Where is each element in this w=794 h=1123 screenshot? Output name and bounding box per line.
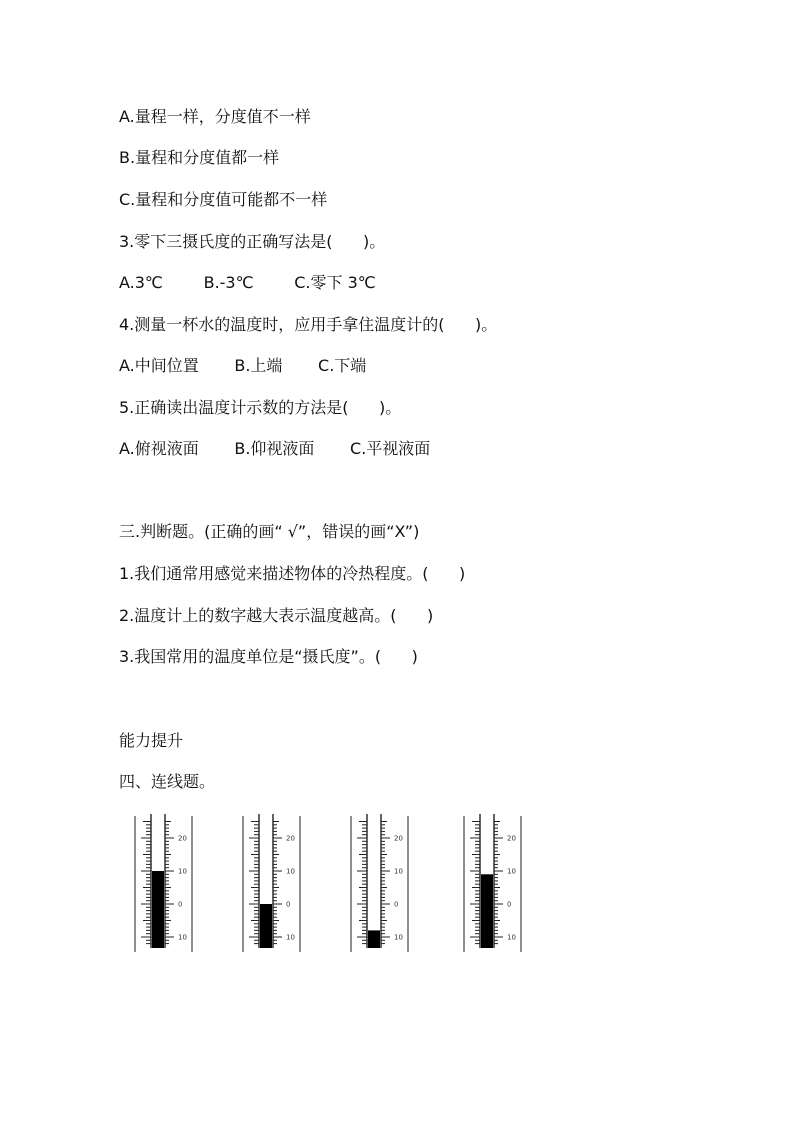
option-text: A.俯视液面 B.仰视液面 C.平视液面 bbox=[119, 439, 431, 458]
thermometer bbox=[345, 812, 413, 954]
scale-label: 0 bbox=[286, 900, 291, 909]
liquid-column bbox=[260, 904, 272, 948]
liquid-column bbox=[481, 874, 493, 948]
scale-label: 0 bbox=[507, 900, 512, 909]
scale-label: 20 bbox=[394, 834, 403, 843]
scale-label: 10 bbox=[286, 933, 295, 942]
question-text: 3.我国常用的温度单位是“摄氏度”。( ) bbox=[119, 647, 418, 666]
question-text: 4.测量一杯水的温度时，应用手拿住温度计的( )。 bbox=[119, 315, 498, 334]
question-text: 5.正确读出温度计示数的方法是( )。 bbox=[119, 398, 402, 417]
liquid-column bbox=[152, 871, 164, 948]
scale-label: 10 bbox=[507, 867, 516, 876]
question-text: 3.零下三摄氏度的正确写法是( )。 bbox=[119, 232, 386, 251]
scale-label: 20 bbox=[507, 834, 516, 843]
scale-label: 0 bbox=[394, 900, 399, 909]
question-text: 2.温度计上的数字越大表示温度越高。( ) bbox=[119, 606, 434, 625]
thermometer-figure bbox=[237, 812, 305, 954]
option-text: A.量程一样，分度值不一样 bbox=[119, 107, 311, 126]
scale-label: 10 bbox=[178, 867, 187, 876]
option-text: A.中间位置 B.上端 C.下端 bbox=[119, 356, 367, 375]
thermometer-figure bbox=[345, 812, 413, 954]
option-text: C.量程和分度值可能都不一样 bbox=[119, 190, 328, 209]
scale-label: 10 bbox=[178, 933, 187, 942]
scale-label: 10 bbox=[394, 867, 403, 876]
section-heading: 能力提升 bbox=[119, 731, 184, 750]
scale-label: 10 bbox=[394, 933, 403, 942]
section-heading: 四、连线题。 bbox=[119, 772, 216, 791]
thermometer-figure bbox=[458, 812, 526, 954]
liquid-column bbox=[368, 930, 380, 948]
thermometer bbox=[458, 812, 526, 954]
scale-label: 20 bbox=[286, 834, 295, 843]
scale-label: 10 bbox=[507, 933, 516, 942]
question-text: 1.我们通常用感觉来描述物体的冷热程度。( ) bbox=[119, 564, 466, 583]
section-heading: 三.判断题。(正确的画“ √”，错误的画“X”) bbox=[119, 522, 420, 541]
scale-label: 0 bbox=[178, 900, 183, 909]
option-text: B.量程和分度值都一样 bbox=[119, 148, 280, 167]
thermometer bbox=[129, 812, 197, 954]
scale-label: 10 bbox=[286, 867, 295, 876]
thermometer-figure bbox=[129, 812, 197, 954]
scale-label: 20 bbox=[178, 834, 187, 843]
option-text: A.3℃ B.-3℃ C.零下 3℃ bbox=[119, 273, 376, 292]
thermometer bbox=[237, 812, 305, 954]
